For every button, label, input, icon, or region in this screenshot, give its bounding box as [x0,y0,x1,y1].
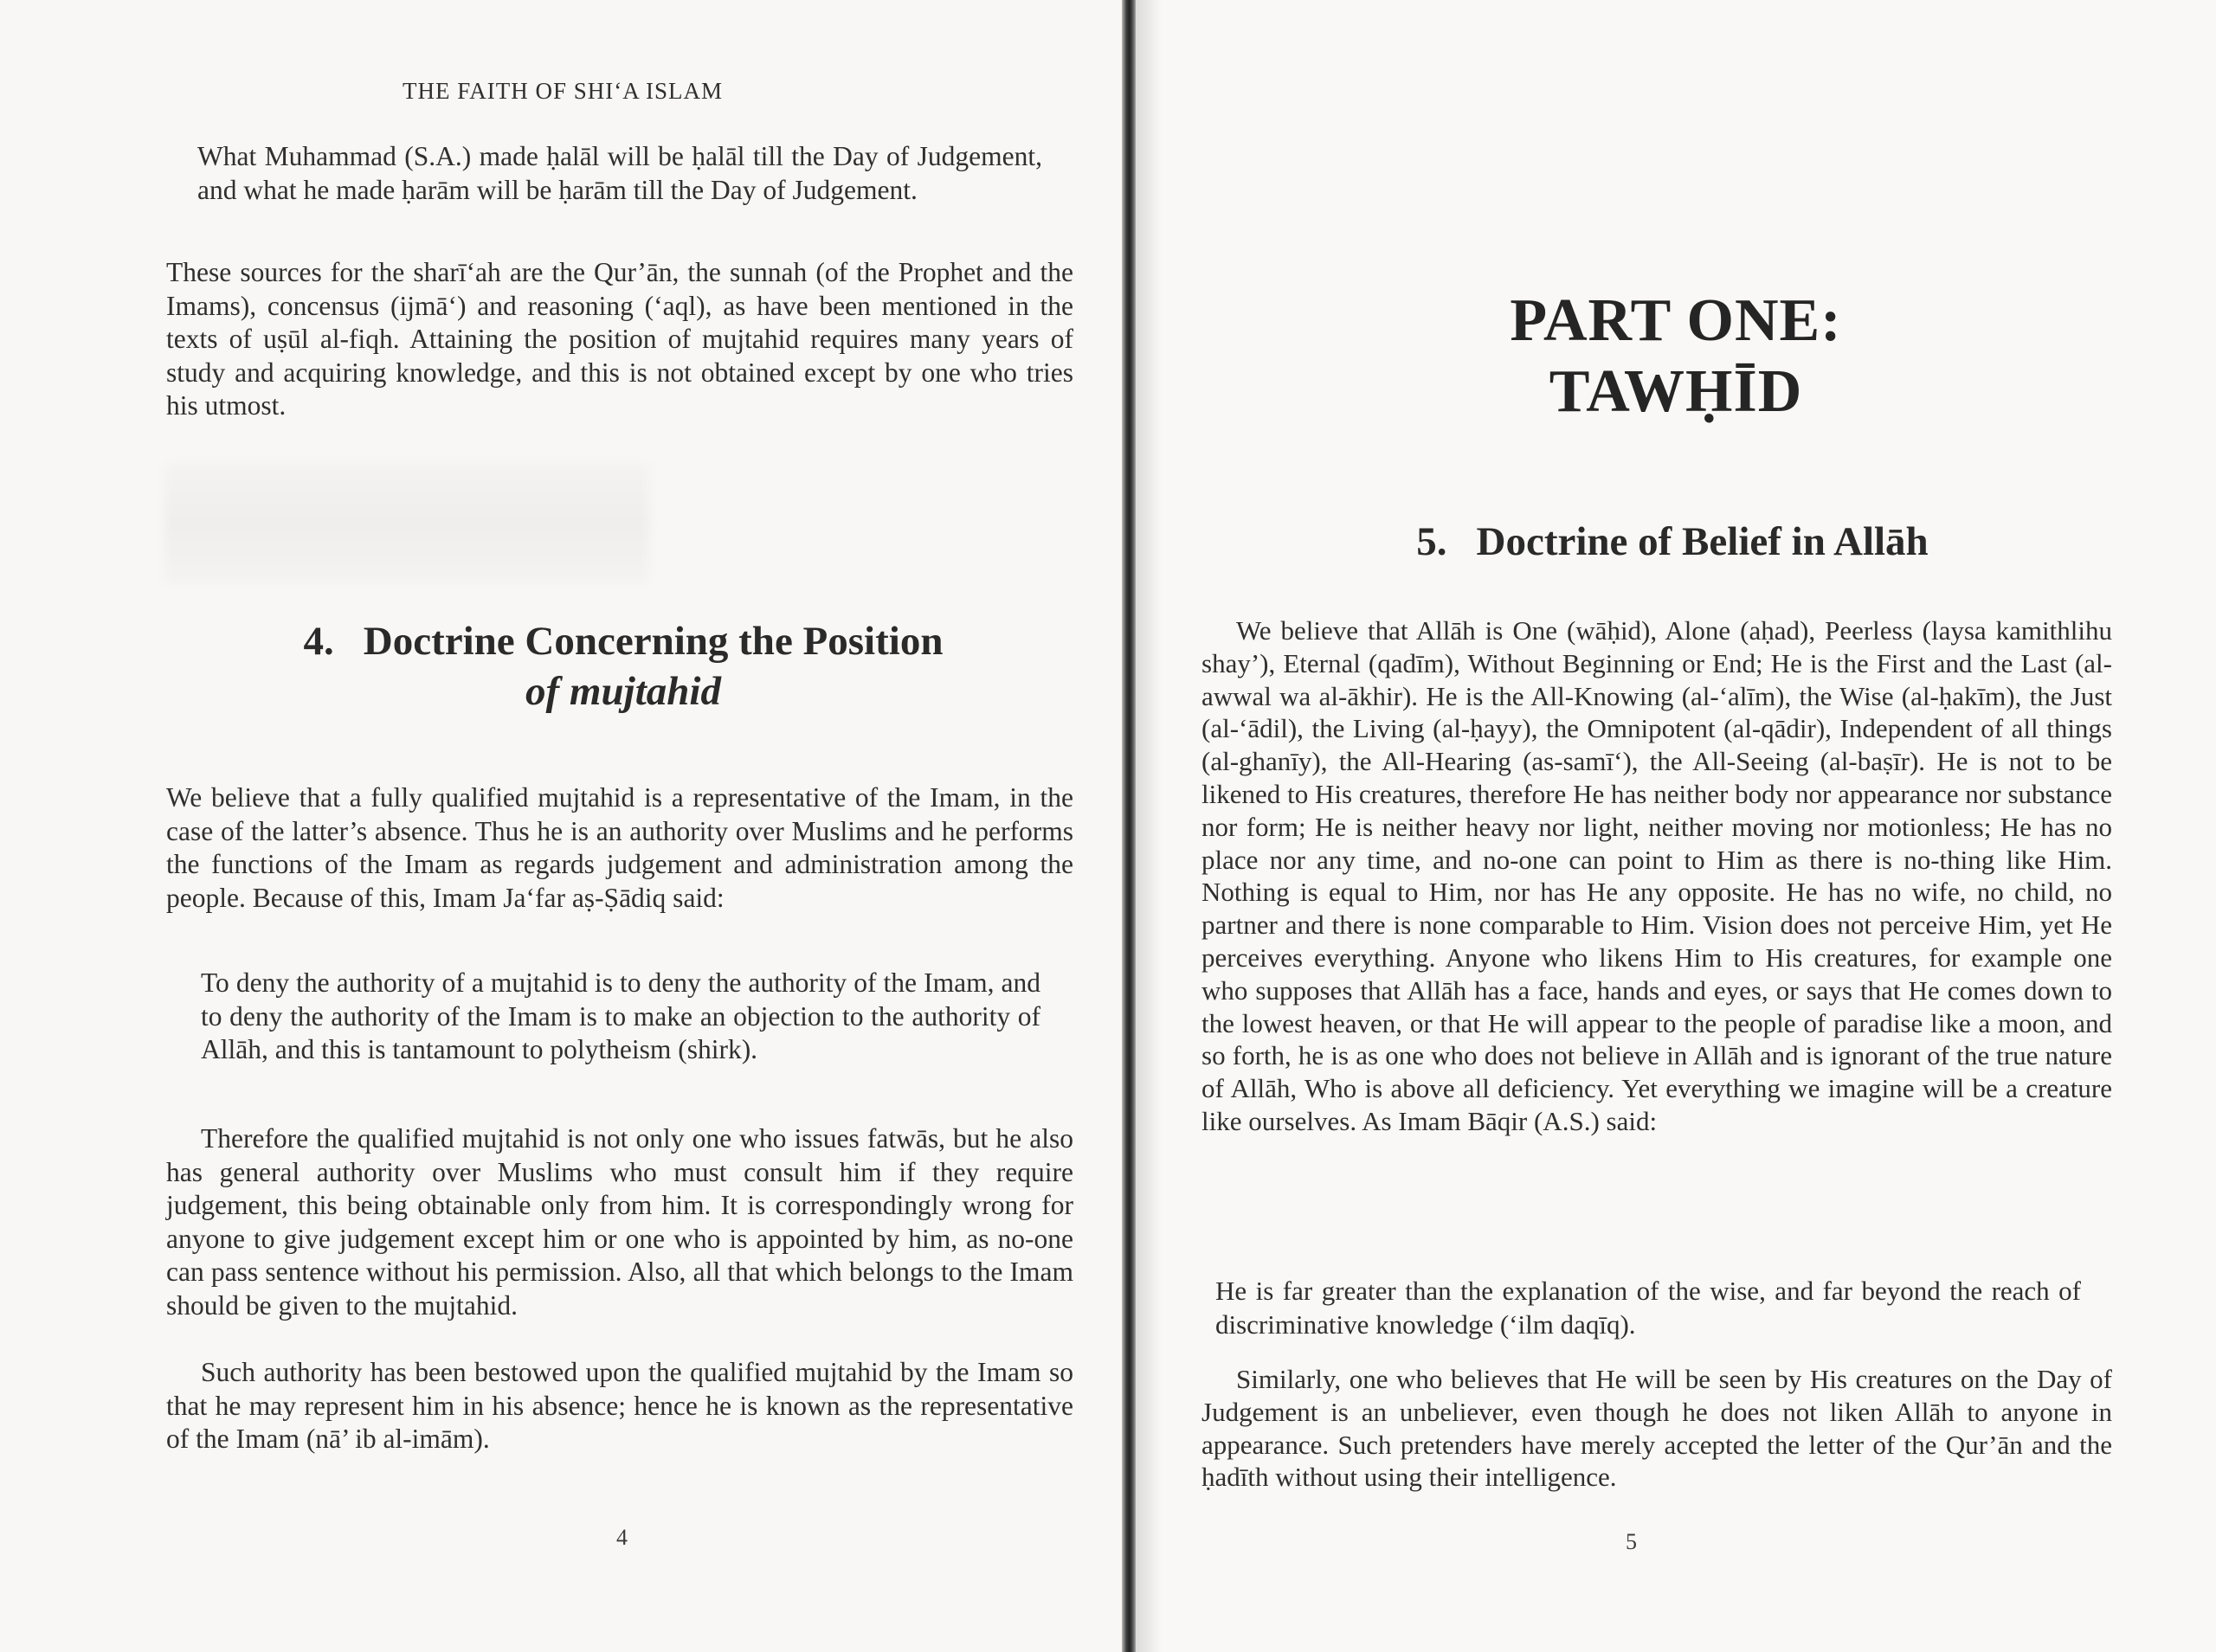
chapter-4-title-line1: Doctrine Concerning the Position [363,619,944,664]
chapter-4-title-line2: of mujtahid [525,669,721,714]
left-quote: To deny the authority of a mujtahid is to deny the authority of the Imam, and to deny the authority of the Imam is to make an objection to the authority of Allāh, and this is tantamount to polytheism (shirk). [201,967,1040,1064]
left-page-number: 4 [616,1525,628,1550]
right-page [1136,0,2216,1652]
right-page-number: 5 [1626,1529,1637,1554]
gutter-shadow [1136,0,1162,1652]
bleed-through-shadow [164,463,649,584]
left-paragraph-2: Therefore the qualified mujtahid is not only one who issues fatwās, but he also has general authority over Muslims who must consult him if they require judgement, this being obtainable only from him. It is correspondingly wrong for anyone to give judgement except him or one who is appointed by him, as no-one can pass sentence without his permission. Also, all that which belongs to the Imam should be given to the mujtahid. [166,1123,1073,1321]
chapter-4-heading [173,616,1073,717]
running-head: THE FAITH OF SHI‘A ISLAM [402,78,723,104]
left-paragraph-3: Such authority has been bestowed upon the qualified mujtahid by the Imam so that he may represent him in his absence; hence he is known as the representative of the Imam (nā’ ib al-imām). [166,1357,1073,1454]
left-top-paragraph-1: What Muhammad (S.A.) made ḥalāl will be ḥalāl till the Day of Judgement, and what he made ḥarām will be ḥarām till the Day of Judgement. [197,141,1042,205]
chapter-5-heading [1240,517,2105,567]
right-quote: He is far greater than the explanation of the wise, and far beyond the reach of discriminative knowledge (‘ilm daqīq). [1215,1276,2081,1340]
chapter-5-title: Doctrine of Belief in Allāh [1476,519,1929,564]
left-paragraph-1: We believe that a fully qualified mujtahid is a representative of the Imam, in the case of the latter’s absence. Thus he is an authority over Muslims and he performs the functions of the Imam as regards judgement and administration among the people. Because of this, Imam Ja‘far aṣ-Ṣādiq said: [166,782,1073,913]
part-title-line1: PART ONE: [1510,287,1842,354]
right-paragraph-1: We believe that Allāh is One (wāḥid), Alone (aḥad), Peerless (laysa kamithlihu shay’), Eternal (qadīm), Without Beginning or End; He is the First and the Last (al-awwal wa al-ākhir). He is the All-Knowing (al-‘alīm), the Wise (al-ḥakīm), the Just (al-‘ādil), the Living (al-ḥayy), the Omnipotent (al-qādir), Independent of all things (al-ghanīy), the All-Hearing (as-samī‘), the All-Seeing (al-baṣīr). He is not to be likened to His creatures, therefore He has neither body nor appearance nor substance nor form; He is neither heavy nor light, neither moving nor motionless; He has no place nor any time, and no-one can point to Him as there is no-thing like Him. Nothing is equal to Him, nor has He any opposite. He has no wife, no child, no partner and there is none comparable to Him. Vision does not perceive Him, yet He perceives everything. Anyone who likens Him to His creatures, for example one who supposes that Allāh has a face, hands and eyes, or says that He comes down to the lowest heaven, or that He will appear to the people of paradise like a moon, and so forth, he is as one who does not believe in Allāh and is ignorant of the true nature of Allāh, Who is above all deficiency. Yet everything we imagine will be a creature like ourselves. As Imam Bāqir (A.S.) said: [1201,615,2112,1136]
right-paragraph-2: Similarly, one who believes that He will be seen by His creatures on the Day of Judgement is an unbeliever, even though he does not liken Allāh to anyone in appearance. Such pretenders have merely accepted the letter of the Qur’ān and the ḥadīth without using their intelligence. [1201,1364,2112,1493]
chapter-5-number: 5. [1416,519,1447,564]
left-top-paragraph-2: These sources for the sharī‘ah are the Qur’ān, the sunnah (of the Prophet and the Imams), concensus (ijmā‘) and reasoning (‘aql), as have been mentioned in the texts of uṣūl al-fiqh. Attaining the position of mujtahid requires many years of study and acquiring knowledge, and this is not obtained except by one who tries his utmost. [166,257,1073,421]
part-title-line2: TAWḤĪD [1549,358,1803,425]
chapter-4-number: 4. [303,619,334,664]
